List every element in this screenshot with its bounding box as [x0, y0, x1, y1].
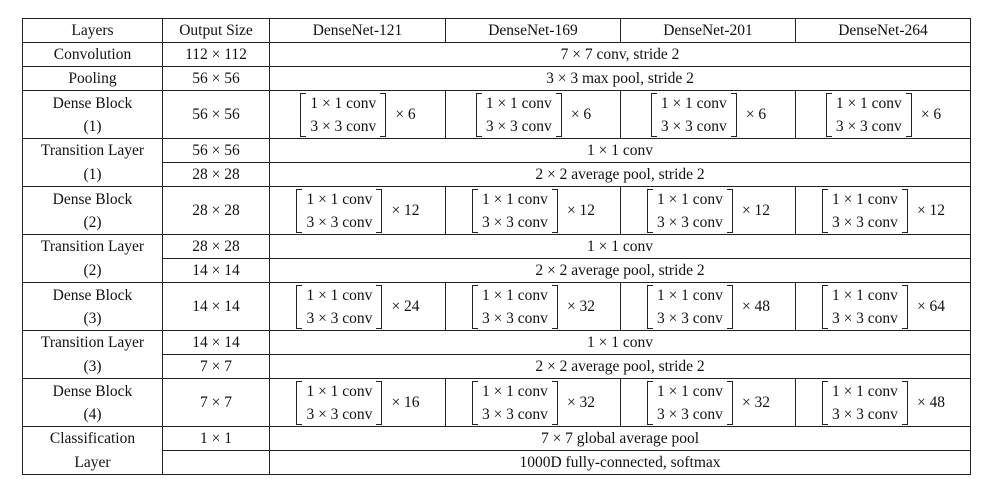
layer-name-line2: (3)	[23, 355, 163, 379]
conv-3x3: 3 × 3 conv	[831, 213, 898, 231]
layer-name-line1: Transition Layer	[23, 331, 163, 355]
block-config-264	[796, 187, 971, 235]
conv-3x3: 3 × 3 conv	[306, 405, 373, 423]
operation: 2 × 2 average pool, stride 2	[270, 163, 971, 187]
repeat-count: × 48	[916, 394, 946, 411]
header-densenet-264: DenseNet-264	[796, 19, 971, 43]
row-dense-block-1	[23, 91, 971, 139]
conv-1x1: 1 × 1 conv	[831, 286, 898, 304]
layer-name: Convolution	[23, 43, 163, 67]
bracket-matrix	[295, 284, 383, 330]
conv-1x1: 1 × 1 conv	[481, 382, 548, 400]
output-size: 28 × 28	[163, 235, 270, 259]
layer-name	[23, 283, 163, 331]
output-size: 14 × 14	[163, 259, 270, 283]
block-config-121	[270, 91, 446, 139]
header-densenet-201: DenseNet-201	[621, 19, 796, 43]
conv-3x3: 3 × 3 conv	[485, 117, 552, 135]
conv-3x3: 3 × 3 conv	[656, 309, 723, 327]
conv-3x3: 3 × 3 conv	[310, 117, 377, 135]
repeat-count: × 32	[566, 394, 596, 411]
bracket-matrix	[299, 92, 387, 138]
row-dense-block-4	[23, 379, 971, 427]
block-config-169	[446, 283, 621, 331]
bracket-matrix	[646, 188, 734, 234]
layer-name: Pooling	[23, 67, 163, 91]
layer-name-line1: Dense Block	[52, 286, 133, 304]
output-size: 7 × 7	[163, 355, 270, 379]
row-classification-b	[23, 451, 971, 475]
block-config-201	[621, 379, 796, 427]
output-size: 7 × 7	[163, 379, 270, 427]
layer-name-line1: Dense Block	[52, 190, 133, 208]
conv-1x1: 1 × 1 conv	[485, 94, 552, 112]
layer-name-line1: Dense Block	[52, 382, 133, 400]
repeat-count: × 6	[395, 106, 416, 123]
bracket-matrix	[646, 284, 734, 330]
operation: 2 × 2 average pool, stride 2	[270, 355, 971, 379]
layer-name	[23, 91, 163, 139]
block-config-264	[796, 379, 971, 427]
repeat-count: × 6	[570, 106, 592, 123]
repeat-count: × 12	[391, 202, 420, 219]
bracket-matrix	[821, 284, 909, 330]
block-config-264	[796, 283, 971, 331]
layer-name-line1: Dense Block	[52, 94, 133, 112]
bracket-matrix	[646, 380, 734, 426]
header-layers: Layers	[23, 19, 163, 43]
row-transition-3a	[23, 331, 971, 355]
conv-1x1: 1 × 1 conv	[831, 190, 898, 208]
conv-3x3: 3 × 3 conv	[306, 309, 373, 327]
block-config-121	[270, 283, 446, 331]
bracket-matrix	[475, 92, 563, 138]
output-size: 28 × 28	[163, 187, 270, 235]
operation: 7 × 7 global average pool	[270, 427, 971, 451]
repeat-count: × 6	[920, 106, 942, 123]
bracket-matrix	[650, 92, 738, 138]
header-densenet-169: DenseNet-169	[446, 19, 621, 43]
layer-name	[23, 379, 163, 427]
conv-3x3: 3 × 3 conv	[660, 117, 727, 135]
conv-3x3: 3 × 3 conv	[831, 309, 898, 327]
conv-3x3: 3 × 3 conv	[656, 213, 723, 231]
block-config-121	[270, 379, 446, 427]
output-size: 112 × 112	[163, 43, 270, 67]
conv-1x1: 1 × 1 conv	[660, 94, 727, 112]
operation: 3 × 3 max pool, stride 2	[270, 67, 971, 91]
conv-1x1: 1 × 1 conv	[656, 382, 723, 400]
output-size: 56 × 56	[163, 67, 270, 91]
row-transition-3b	[23, 355, 971, 379]
conv-1x1: 1 × 1 conv	[306, 382, 373, 400]
layer-name-line2: (3)	[83, 309, 102, 327]
row-pooling	[23, 67, 971, 91]
block-config-201	[621, 187, 796, 235]
densenet-architecture-table	[22, 18, 971, 475]
conv-1x1: 1 × 1 conv	[656, 190, 723, 208]
block-config-121	[270, 187, 446, 235]
layer-name-line2: Layer	[23, 451, 163, 475]
layer-name-line1: Transition Layer	[23, 235, 163, 259]
layer-name-line2: (4)	[83, 405, 102, 423]
header-row	[23, 19, 971, 43]
layer-name-line2: (2)	[83, 213, 102, 231]
row-dense-block-2	[23, 187, 971, 235]
layer-name-line2: (1)	[83, 117, 102, 135]
block-config-264	[796, 91, 971, 139]
output-size: 14 × 14	[163, 331, 270, 355]
bracket-matrix	[821, 380, 909, 426]
operation: 1 × 1 conv	[270, 331, 971, 355]
conv-3x3: 3 × 3 conv	[481, 309, 548, 327]
bracket-matrix	[825, 92, 913, 138]
output-size	[163, 451, 270, 475]
output-size: 1 × 1	[163, 427, 270, 451]
repeat-count: × 12	[741, 202, 771, 219]
block-config-169	[446, 379, 621, 427]
row-classification-a	[23, 427, 971, 451]
repeat-count: × 12	[566, 202, 596, 219]
row-transition-1b	[23, 163, 971, 187]
header-densenet-121: DenseNet-121	[270, 19, 446, 43]
layer-name-line1: Classification	[23, 427, 163, 451]
operation: 1000D fully-connected, softmax	[270, 451, 971, 475]
conv-3x3: 3 × 3 conv	[481, 213, 548, 231]
conv-3x3: 3 × 3 conv	[481, 405, 548, 423]
repeat-count: × 24	[391, 298, 420, 315]
layer-name-line1: Transition Layer	[23, 139, 163, 163]
conv-1x1: 1 × 1 conv	[481, 286, 548, 304]
conv-1x1: 1 × 1 conv	[481, 190, 548, 208]
row-dense-block-3	[23, 283, 971, 331]
output-size: 28 × 28	[163, 163, 270, 187]
conv-3x3: 3 × 3 conv	[306, 213, 373, 231]
bracket-matrix	[295, 188, 383, 234]
repeat-count: × 48	[741, 298, 771, 315]
block-config-201	[621, 283, 796, 331]
repeat-count: × 12	[916, 202, 946, 219]
block-config-169	[446, 91, 621, 139]
conv-1x1: 1 × 1 conv	[835, 94, 902, 112]
repeat-count: × 32	[566, 298, 596, 315]
row-transition-2b	[23, 259, 971, 283]
conv-3x3: 3 × 3 conv	[656, 405, 723, 423]
conv-1x1: 1 × 1 conv	[831, 382, 898, 400]
operation: 2 × 2 average pool, stride 2	[270, 259, 971, 283]
row-transition-2a	[23, 235, 971, 259]
repeat-count: × 32	[741, 394, 771, 411]
output-size: 14 × 14	[163, 283, 270, 331]
block-config-201	[621, 91, 796, 139]
conv-1x1: 1 × 1 conv	[310, 94, 377, 112]
repeat-count: × 64	[916, 298, 946, 315]
output-size: 56 × 56	[163, 91, 270, 139]
conv-3x3: 3 × 3 conv	[831, 405, 898, 423]
conv-1x1: 1 × 1 conv	[306, 286, 373, 304]
output-size: 56 × 56	[163, 139, 270, 163]
operation: 1 × 1 conv	[270, 139, 971, 163]
operation: 7 × 7 conv, stride 2	[270, 43, 971, 67]
conv-3x3: 3 × 3 conv	[835, 117, 902, 135]
bracket-matrix	[821, 188, 909, 234]
operation: 1 × 1 conv	[270, 235, 971, 259]
row-convolution	[23, 43, 971, 67]
bracket-matrix	[471, 380, 559, 426]
layer-name-line2: (2)	[23, 259, 163, 283]
header-output-size: Output Size	[163, 19, 270, 43]
layer-name-line2: (1)	[23, 163, 163, 187]
bracket-matrix	[471, 284, 559, 330]
row-transition-1a	[23, 139, 971, 163]
block-config-169	[446, 187, 621, 235]
conv-1x1: 1 × 1 conv	[656, 286, 723, 304]
repeat-count: × 16	[391, 394, 420, 411]
repeat-count: × 6	[745, 106, 767, 123]
conv-1x1: 1 × 1 conv	[306, 190, 373, 208]
layer-name	[23, 187, 163, 235]
bracket-matrix	[471, 188, 559, 234]
bracket-matrix	[295, 380, 383, 426]
